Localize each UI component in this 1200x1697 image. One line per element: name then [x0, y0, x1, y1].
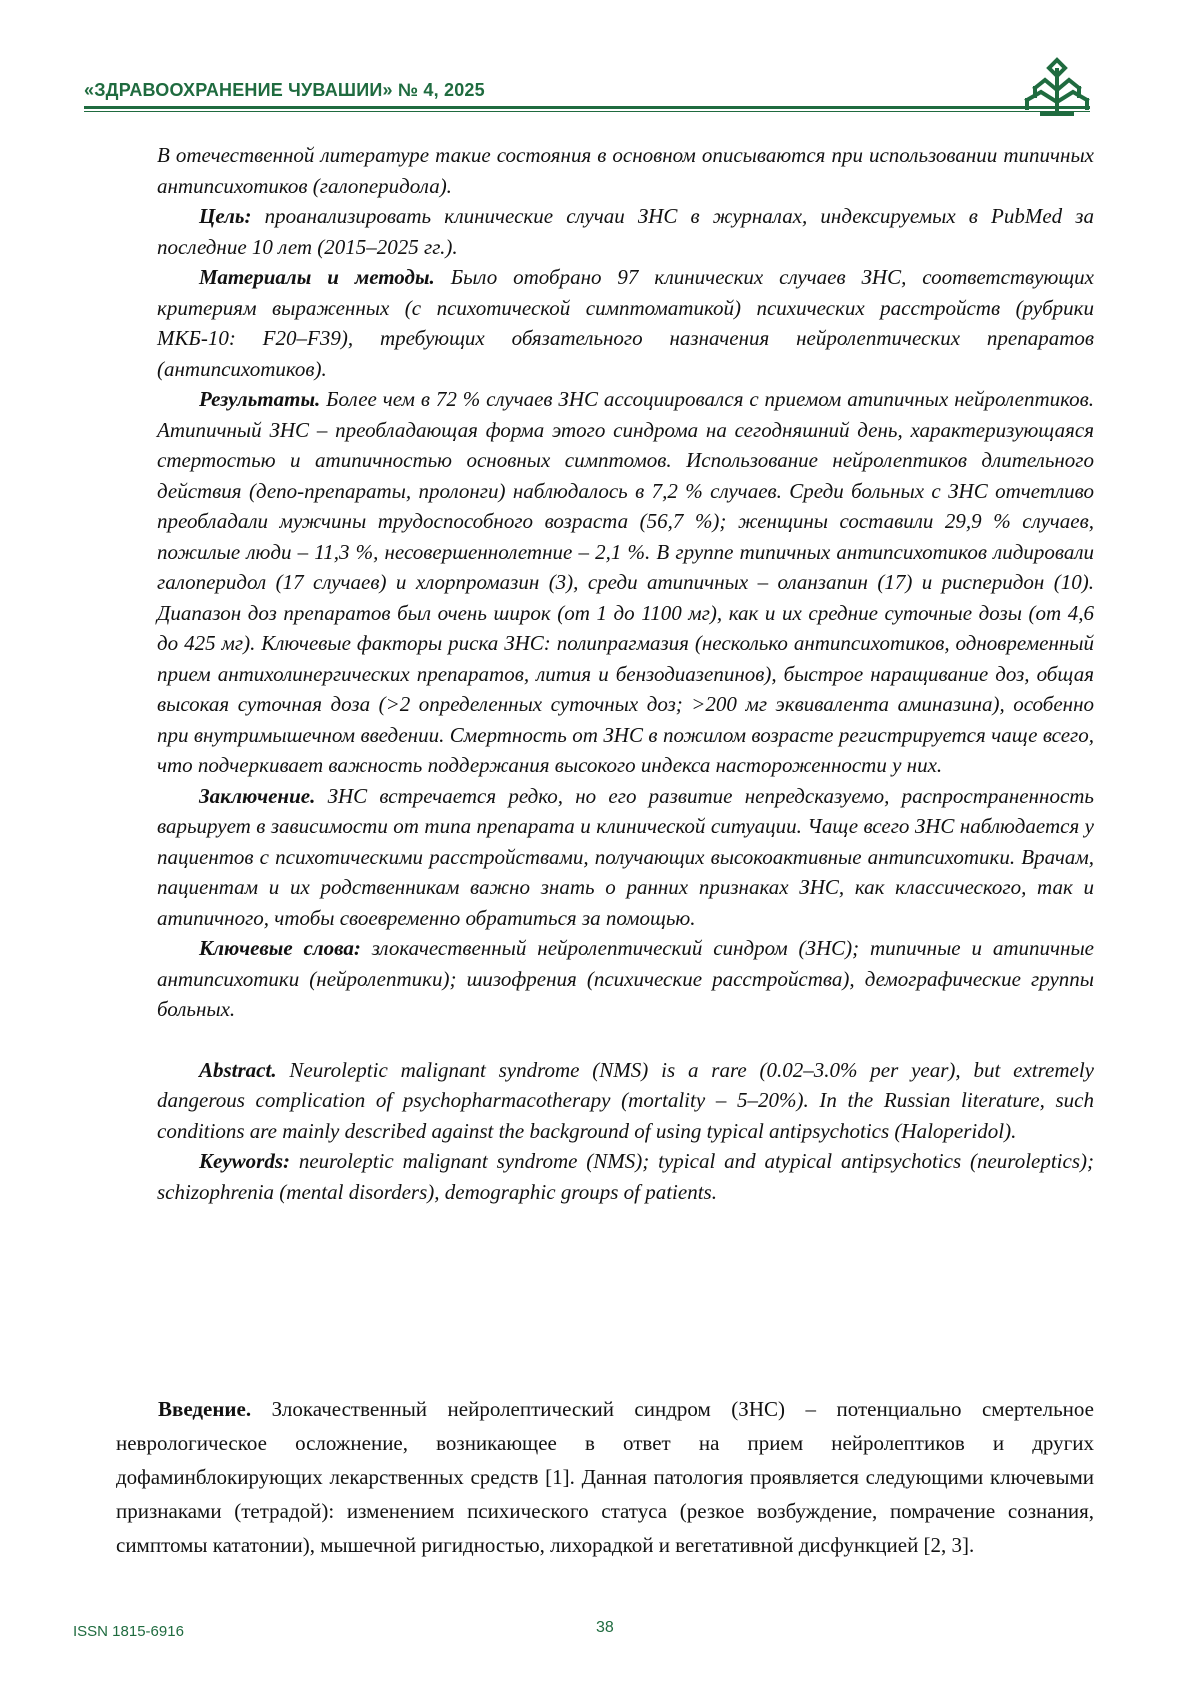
conclusion-text: ЗНС встречается редко, но его развитие непредсказуемо, распространенность варьирует в зависимости от типа препарата и клинической ситуации. Чаще всего ЗНС наблюдается у пациентов с психотическими расстройствами, получающих высокоактивные антипсихотики. Врачам, пациентам и их родственникам важно знать о ранних признаках ЗНС, как классического, так и атипичного, чтобы своевременно обратиться за помощью.	[157, 783, 1094, 930]
keywords-en-paragraph	[157, 1146, 1094, 1207]
page-number: 38	[596, 1619, 614, 1636]
methods-paragraph	[157, 262, 1094, 384]
keywords-ru-label: Ключевые слова:	[199, 936, 361, 960]
introduction-paragraph	[116, 1392, 1094, 1562]
section-spacer	[157, 1025, 1094, 1055]
conclusion-label: Заключение.	[199, 783, 316, 808]
methods-label: Материалы и методы.	[199, 265, 435, 289]
abstract-en-paragraph	[157, 1055, 1094, 1147]
results-text: Более чем в 72 % случаев ЗНС ассоциировался с приемом атипичных нейролептиков. Атипичный ЗНС – преобладающая форма этого синдрома на сегодняшний день, характеризующаяся стертостью и атипичностью основных симптомов. Использование нейролептиков длительного действия (депо-препараты, пролонги) наблюдалось в 7,2 % случаев. Среди больных с ЗНС отчетливо преобладали мужчины трудоспособного возраста (56,7 %); женщины составили 29,9 % случаев, пожилые люди – 11,3 %, несовершеннолетние – 2,1 %. В группе типичных антипсихотиков лидировали галоперидол (17 случаев) и хлорпромазин (3), среди атипичных – оланзапин (17) и рисперидон (10). Диапазон доз препаратов был очень широк (от 1 до 1100 мг), как и их средние суточные дозы (от 4,6 до 425 мг). Ключевые факторы риска ЗНС: полипрагмазия (несколько антипсихотиков, одновременный прием антихолинергических препаратов, лития и бензодиазепинов), быстрое наращивание доз, общая высокая суточная доза (>2 определенных суточных доз; >200 мг эквивалента аминазина), особенно при внутримышечном введении. Смертность от ЗНС в пожилом возрасте регистрируется чаще всего, что подчеркивает важность поддержания высокого индекса настороженности у них.	[157, 387, 1094, 777]
methods-text: Было отобрано 97 клинических случаев ЗНС, соответствующих критериям выраженных (с психотической симптоматикой) психических расстройств (рубрики МКБ-10: F20–F39), требующих обязательного назначения нейролептических препаратов (антипсихотиков).	[157, 265, 1094, 381]
conclusion-paragraph	[157, 781, 1094, 934]
introduction-label: Введение.	[158, 1397, 252, 1421]
issn-footer: ISSN 1815-6916	[73, 1623, 184, 1640]
abstract-block	[157, 140, 1094, 1207]
results-label: Результаты.	[199, 387, 321, 411]
introduction-section	[116, 1392, 1094, 1562]
journal-title: «ЗДРАВООХРАНЕНИЕ ЧУВАШИИ» № 4, 2025	[84, 80, 485, 100]
abstract-en-text: Neuroleptic malignant syndrome (NMS) is a rare (0.02–3.0% per year), but extremely dangerous complication of psychopharmacotherapy (mortality – 5–20%). In the Russian literature, such conditions are mainly described against the background of using typical antipsychotics (Haloperidol).	[157, 1057, 1094, 1143]
header-rule-thin	[84, 111, 1090, 112]
keywords-en-text: neuroleptic malignant syndrome (NMS); typical and atypical antipsychotics (neuroleptics); schizophrenia (mental disorders), demographic groups of patients.	[157, 1149, 1094, 1204]
abstract-en-label: Abstract.	[199, 1057, 277, 1082]
aim-paragraph	[157, 201, 1094, 262]
results-paragraph	[157, 384, 1094, 781]
keywords-ru-paragraph	[157, 933, 1094, 1025]
introduction-text: Злокачественный нейролептический синдром (ЗНС) – потенциально смертельное неврологическое осложнение, возникающее в ответ на прием нейролептиков и других дофаминблокирующих лекарственных средств [1]. Данная патология проявляется следующими ключевыми признаками (тетрадой): изменением психического статуса (резкое возбуждение, помрачение сознания, симптомы кататонии), мышечной ригидностью, лихорадкой и вегетативной дисфункцией [2, 3].	[116, 1397, 1094, 1557]
keywords-en-label: Keywords:	[199, 1149, 290, 1173]
header-rule	[84, 106, 1090, 109]
aim-label: Цель:	[199, 204, 252, 228]
abstract-intro-continuation: В отечественной литературе такие состояния в основном описываются при использовании типичных антипсихотиков (галоперидола).	[157, 143, 1094, 198]
keywords-ru-text: злокачественный нейролептический синдром (ЗНС); типичные и атипичные антипсихотики (нейролептики); шизофрения (психические расстройства), демографические группы больных.	[157, 936, 1094, 1021]
aim-text: проанализировать клинические случаи ЗНС в журналах, индексируемых в PubMed за последние 10 лет (2015–2025 гг.).	[157, 204, 1094, 259]
